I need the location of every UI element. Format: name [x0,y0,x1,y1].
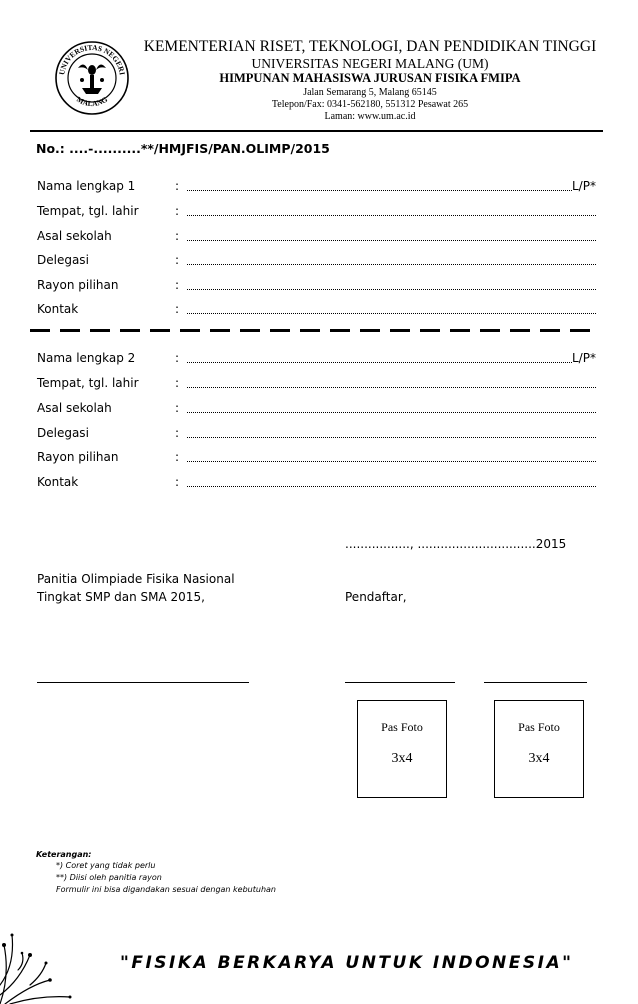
decorative-ornament [0,925,80,1004]
field-contact-2[interactable] [187,486,596,487]
website: Laman: www.um.ac.id [324,111,416,122]
label-birth-place-date-2: Tempat, tgl. lahir [37,376,139,390]
colon: : [175,278,180,292]
header-rule [30,130,603,132]
colon: : [175,475,180,489]
label-region-1: Rayon pilihan [37,278,119,292]
field-school-1[interactable] [187,240,596,241]
university-name: UNIVERSITAS NEGERI MALANG (UM) [251,56,489,71]
field-region-2[interactable] [187,461,596,462]
label-school-2: Asal sekolah [37,401,112,415]
notes-heading: Keterangan: [36,850,92,859]
field-contact-1[interactable] [187,313,596,314]
label-birth-place-date-1: Tempat, tgl. lahir [37,204,139,218]
label-contact-2: Kontak [37,475,79,489]
field-delegation-1[interactable] [187,264,596,265]
field-full-name-2[interactable] [187,362,572,363]
colon: : [175,450,180,464]
committee-level: Tingkat SMP dan SMA 2015, [37,590,205,604]
colon: : [175,376,180,390]
gender-suffix-2: L/P* [572,351,596,365]
label-delegation-2: Delegasi [37,426,89,440]
field-full-name-1[interactable] [187,190,572,191]
colon: : [175,401,180,415]
label-region-2: Rayon pilihan [37,450,119,464]
colon: : [175,302,180,316]
gender-suffix-1: L/P* [572,179,596,193]
photo-box-1 [357,700,447,798]
note-item: Formulir ini bisa digandakan sesuai dengan kebutuhan [56,885,276,894]
field-school-2[interactable] [187,412,596,413]
label-contact-1: Kontak [37,302,79,316]
colon: : [175,351,180,365]
photo-box-size: 3x4 [391,751,413,766]
field-birth-place-date-2[interactable] [187,387,596,388]
colon: : [175,426,180,440]
field-delegation-2[interactable] [187,437,596,438]
photo-box-size: 3x4 [528,751,550,766]
registrant-label: Pendaftar, [345,590,407,604]
colon: : [175,229,180,243]
svg-text:MALANG: MALANG [74,94,110,109]
address: Jalan Semarang 5, Malang 65145 [303,87,437,98]
label-school-1: Asal sekolah [37,229,112,243]
university-logo [54,40,130,116]
document-number: No.: ....-..........**/HMJFIS/PAN.OLIMP/2015 [36,141,330,156]
colon: : [175,204,180,218]
note-item: *) Coret yang tidak perlu [56,861,156,870]
field-region-1[interactable] [187,289,596,290]
registrant-1-signature-line[interactable] [345,682,455,683]
phone-fax: Telepon/Fax: 0341-562180, 551312 Pesawat 265 [271,99,469,110]
motto: "FISIKA BERKARYA UNTUK INDONESIA" [120,953,574,973]
photo-box-2 [494,700,584,798]
note-item: **) Diisi oleh panitia rayon [56,873,162,882]
section-separator [30,329,600,332]
label-full-name-2: Nama lengkap 2 [37,351,136,365]
colon: : [175,179,180,193]
colon: : [175,253,180,267]
label-full-name-1: Nama lengkap 1 [37,179,136,193]
committee-signature-line[interactable] [37,682,249,683]
field-birth-place-date-1[interactable] [187,215,596,216]
photo-box-title: Pas Foto [518,720,560,734]
committee-name: Panitia Olimpiade Fisika Nasional [37,572,235,586]
place-date-line: ................., ...............................2015 [345,537,567,551]
association-name: HIMPUNAN MAHASISWA JURUSAN FISIKA FMIPA [219,71,521,85]
photo-box-title: Pas Foto [381,720,423,734]
ministry-name: KEMENTERIAN RISET, TEKNOLOGI, DAN PENDIDIKAN TINGGI [143,38,597,55]
label-delegation-1: Delegasi [37,253,89,267]
svg-text:UNIVERSITAS NEGERI: UNIVERSITAS NEGERI [57,42,127,76]
registrant-2-signature-line[interactable] [484,682,587,683]
